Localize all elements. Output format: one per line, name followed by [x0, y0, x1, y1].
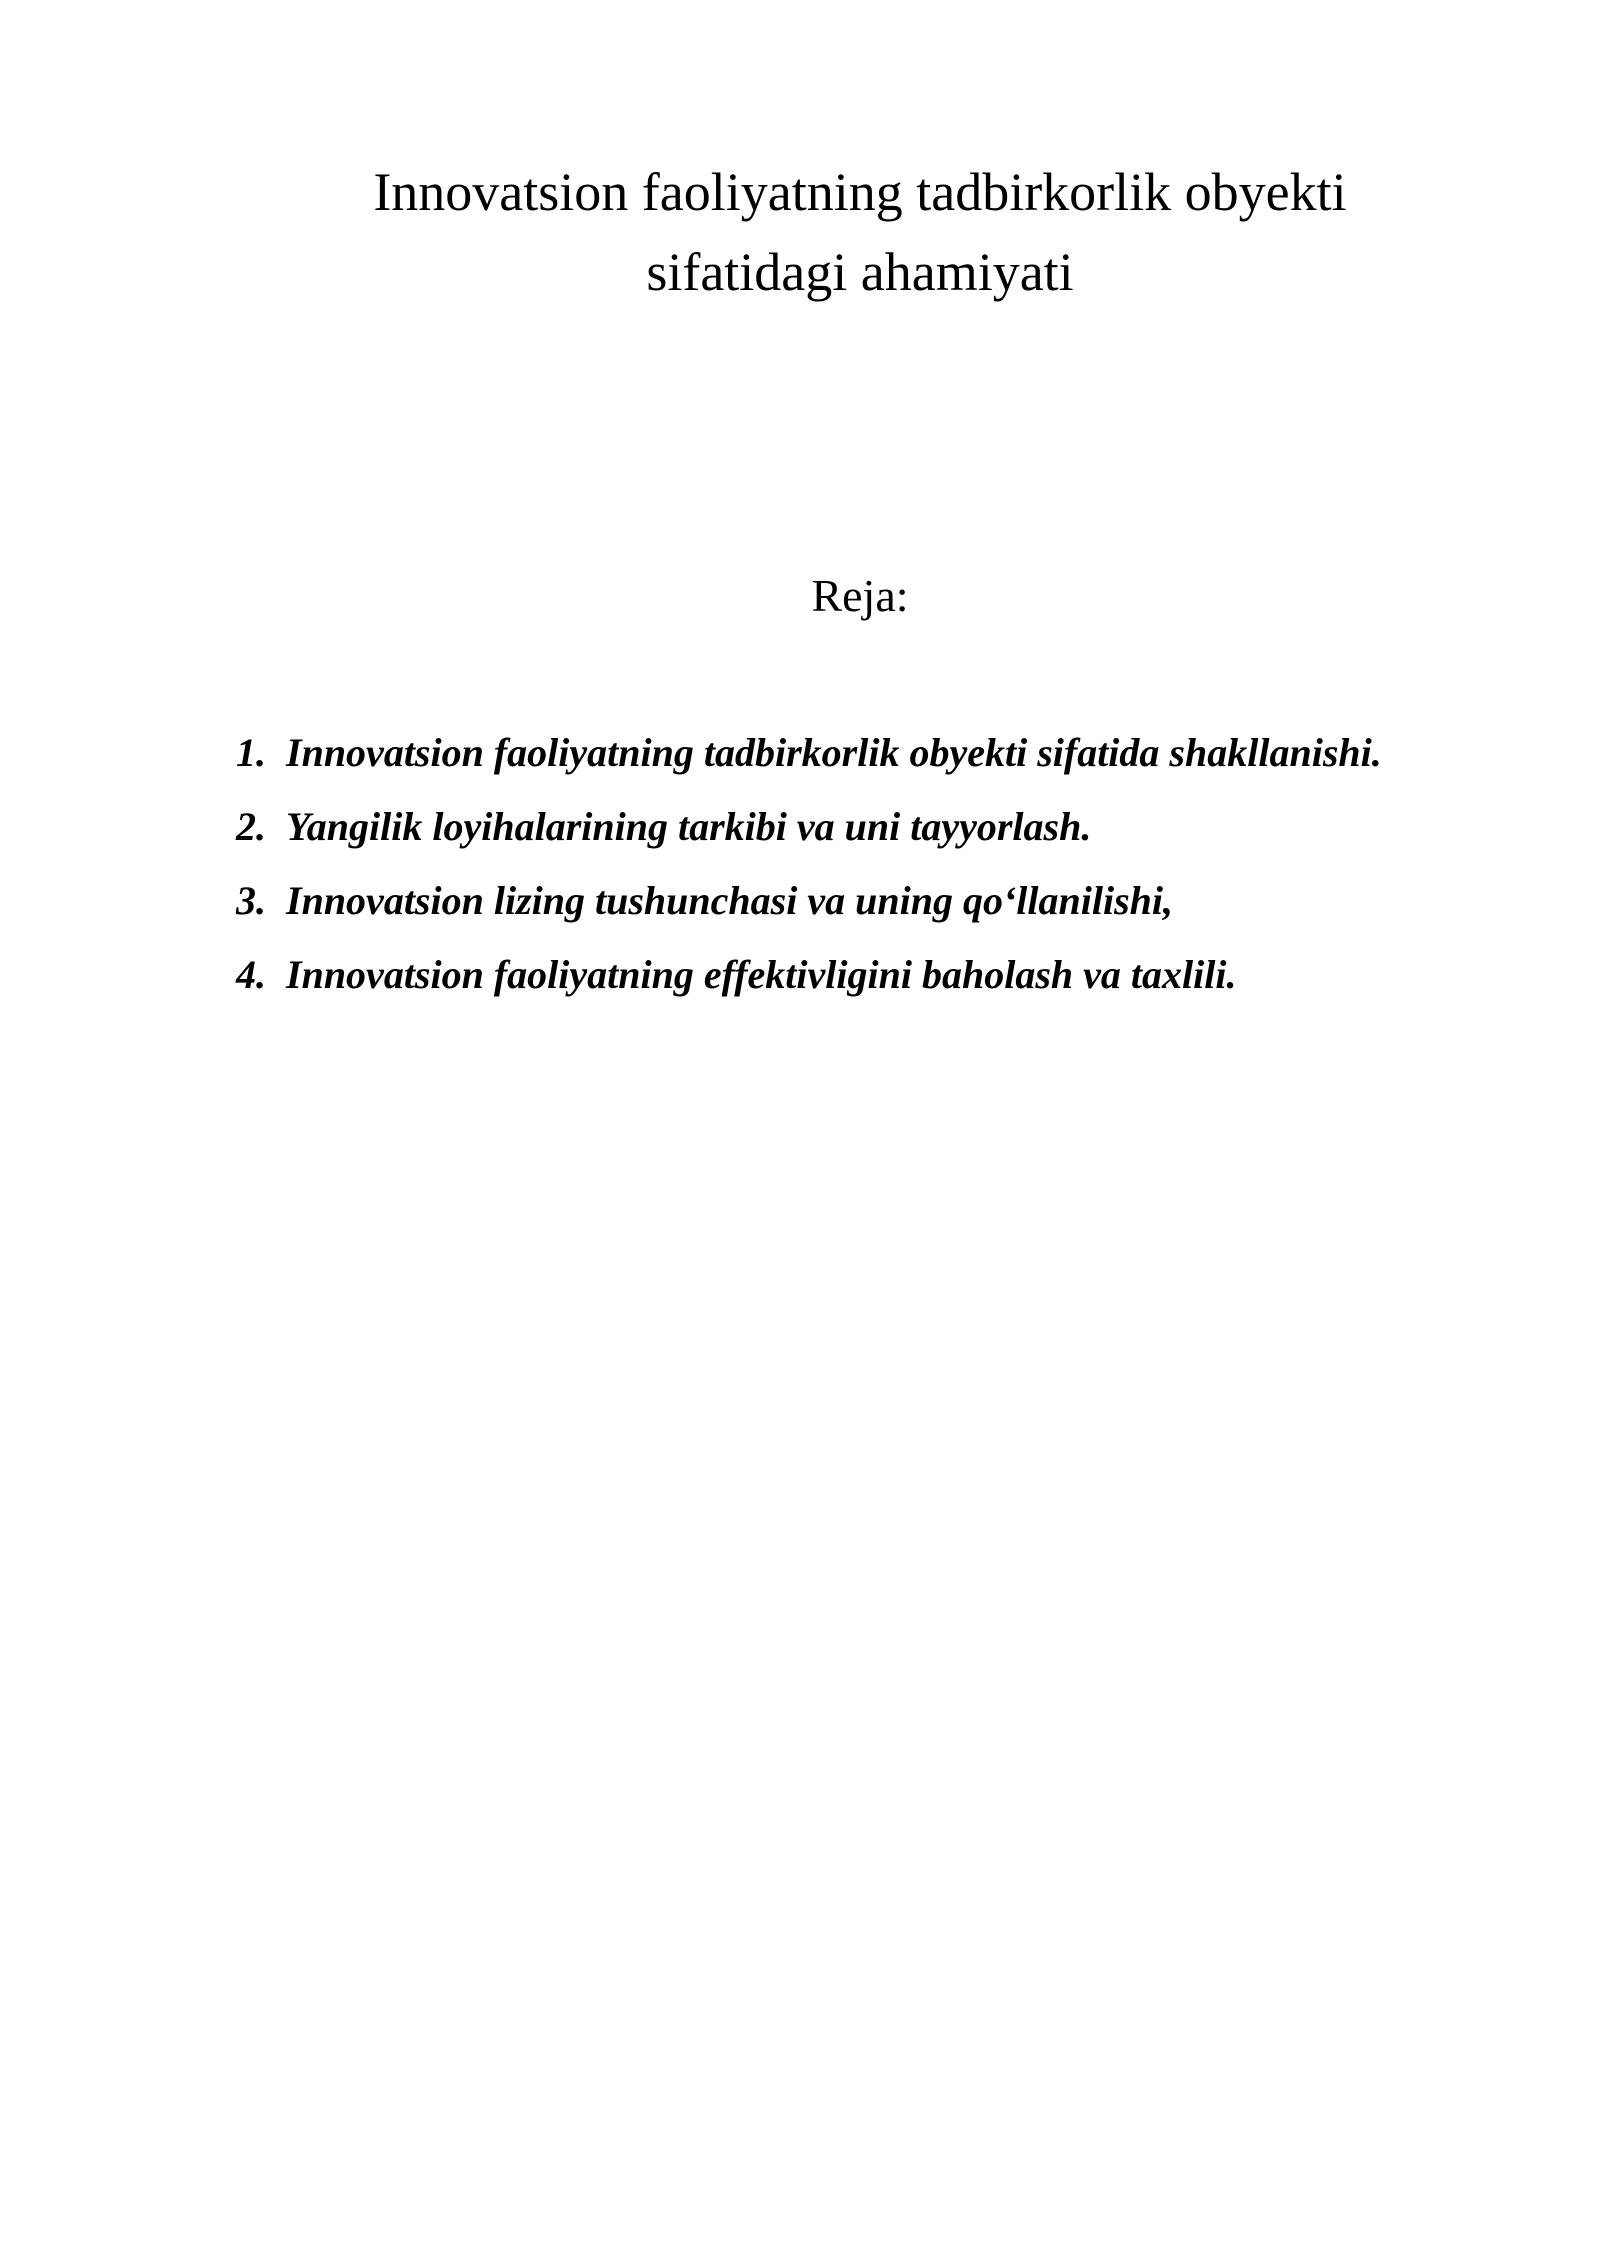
plan-list [236, 728, 1536, 1024]
plan-item [236, 802, 1536, 876]
document-title [200, 152, 1520, 312]
plan-item-number: 2. [236, 804, 266, 849]
plan-item-number: 4. [236, 952, 266, 997]
plan-heading: Reja: [811, 570, 909, 621]
document-title-line-2: sifatidagi ahamiyati [646, 242, 1074, 302]
plan-item [236, 950, 1536, 1024]
plan-item [236, 876, 1536, 950]
document-title-line-1: Innovatsion faoliyatning tadbirkorlik obyekti [373, 162, 1347, 222]
plan-item-number: 1. [236, 730, 266, 775]
plan-item [236, 728, 1536, 802]
plan-item-text: Innovatsion lizing tushunchasi va uning qo‘llanilishi, [286, 878, 1174, 923]
plan-item-number: 3. [236, 878, 266, 923]
plan-item-text: Innovatsion faoliyatning tadbirkorlik obyekti sifatida shakllanishi. [286, 730, 1382, 775]
plan-item-text: Innovatsion faoliyatning effektivligini baholash va taxlili. [286, 952, 1237, 997]
plan-item-text: Yangilik loyihalarining tarkibi va uni tayyorlash. [286, 804, 1092, 849]
